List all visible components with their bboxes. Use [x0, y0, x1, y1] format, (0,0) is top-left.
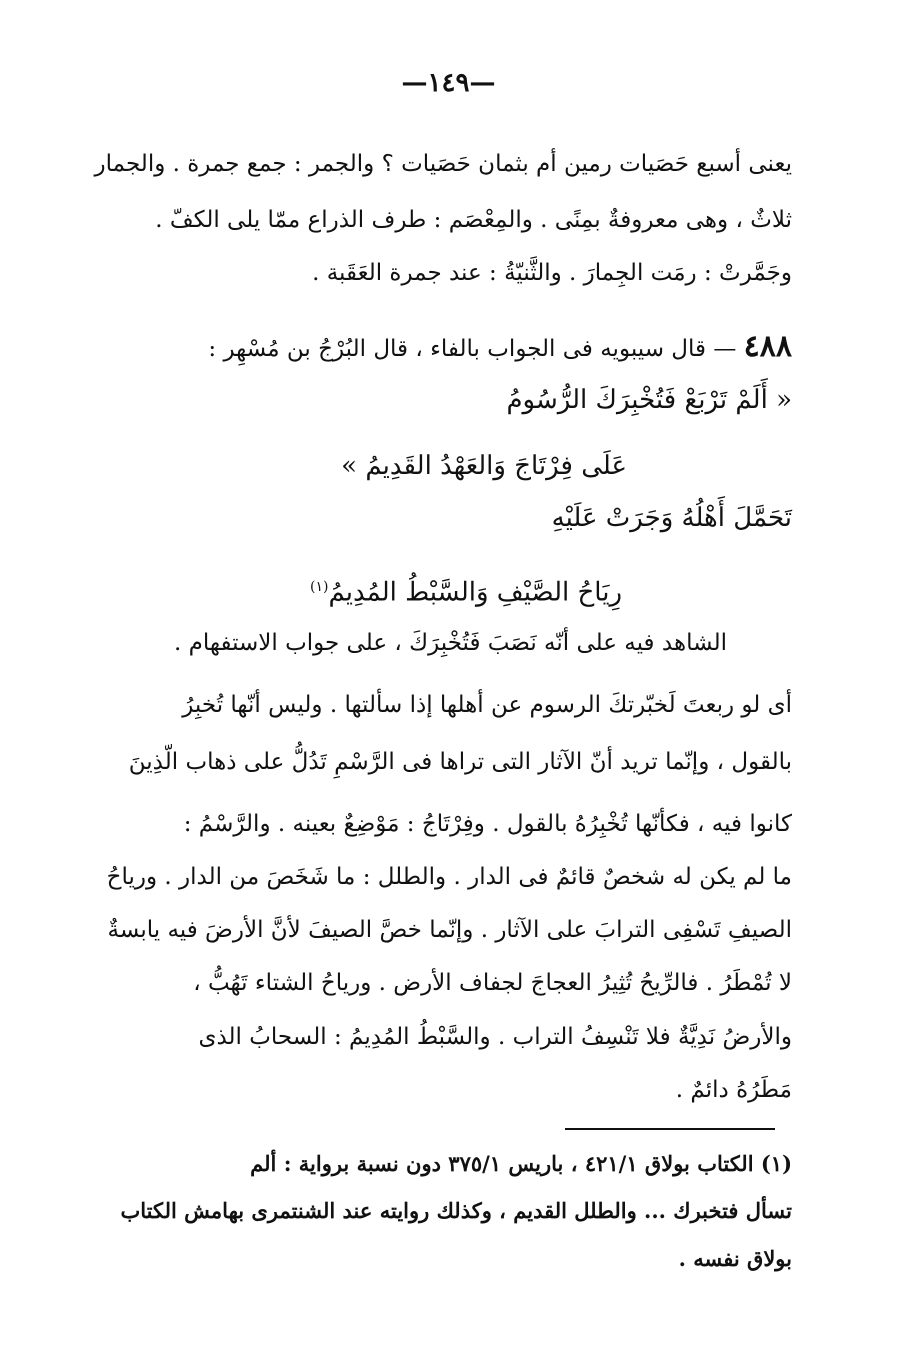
entry-number: ٤٨٨ [743, 329, 792, 364]
commentary-line: كانوا فيه ، فكأنّها تُخْبِرُهُ بالقول . وفِرْتَاجُ : مَوْضِعٌ بعينه . والرَّسْمُ : [183, 811, 792, 837]
footnote-marker: (١) [310, 579, 329, 595]
entry-intro: — قال سيبويه فى الجواب بالفاء ، قال البُرْجُ بن مُسْهِر : [208, 336, 737, 362]
commentary-line: لا تُمْطَرُ . فالرِّيحُ تُثِيرُ العجاجَ لجفاف الأرض . ورياحُ الشتاء تَهُبُّ ، [193, 970, 792, 996]
paragraph-line: يعنى أسبع حَصَيات رمين أم بثمان حَصَيات ؟ والجمر : جمع جمرة . والجمار [94, 151, 792, 177]
commentary-line: مَطَرُهُ دائمٌ . [675, 1077, 792, 1103]
paragraph-line: ثلاثٌ ، وهى معروفةٌ بمِنًى . والمِعْصَم : طرف الذراع ممّا يلى الكفّ . [155, 207, 792, 233]
footnote-line: (١) الكتاب بولاق ٤٢١/١ ، باريس ٣٧٥/١ دون نسبة برواية : ألم [250, 1151, 792, 1176]
entry-heading [208, 330, 792, 366]
commentary-line: الصيفِ تَسْفِى الترابَ على الآثار . وإنّما خصَّ الصيفَ لأنَّ الأرضَ فيه يابسةٌ [107, 917, 792, 943]
footnote-line: تسأل فتخبرك ... والطلل القديم ، وكذلك روايته عند الشنتمرى بهامش الكتاب [120, 1198, 792, 1223]
footnote-divider [565, 1128, 775, 1130]
verse-text: رِيَاحُ الصَّيْفِ وَالسَّبْطُ المُدِيمُ [328, 577, 622, 608]
footnote-line: بولاق نفسه . [678, 1246, 792, 1271]
verse-line [310, 567, 622, 613]
verse-line: تَحَمَّلَ أَهْلُهُ وَجَرَتْ عَلَيْهِ [551, 503, 792, 533]
paragraph-line: وجَمَّرتْ : رمَت الجِمارَ . والثَّنيّةُ : عند جمرة العَقَبة . [312, 260, 792, 286]
verse-line: « أَلَمْ تَرْبَعْ فَتُخْبِرَكَ الرُّسُومُ [506, 385, 792, 415]
commentary-line: ما لم يكن له شخصٌ قائمٌ فى الدار . والطلل : ما شَخَصَ من الدار . ورياحُ [106, 864, 792, 890]
verse-line: عَلَى فِرْتَاجَ وَالعَهْدُ القَدِيمُ » [341, 451, 627, 481]
page-number: —١٤٩— [401, 68, 496, 98]
commentary-line: والأرضُ نَدِيَّةٌ فلا تَنْسِفُ التراب . والسَّبْطُ المُدِيمُ : السحابُ الذى [198, 1024, 792, 1050]
commentary-line: أى لو ربعتَ لَخبّرتكَ الرسوم عن أهلها إذا سألتها . وليس أنّها تُخبِرُ [182, 692, 792, 718]
commentary-line: بالقول ، وإنّما تريد أنّ الآثار التى تراها فى الرَّسْمِ تَدُلُّ على ذهاب الّذِينَ [128, 749, 792, 775]
shahid-line: الشاهد فيه على أنّه نَصَبَ فَتُخْبِرَكَ ، على جواب الاستفهام . [173, 630, 727, 656]
